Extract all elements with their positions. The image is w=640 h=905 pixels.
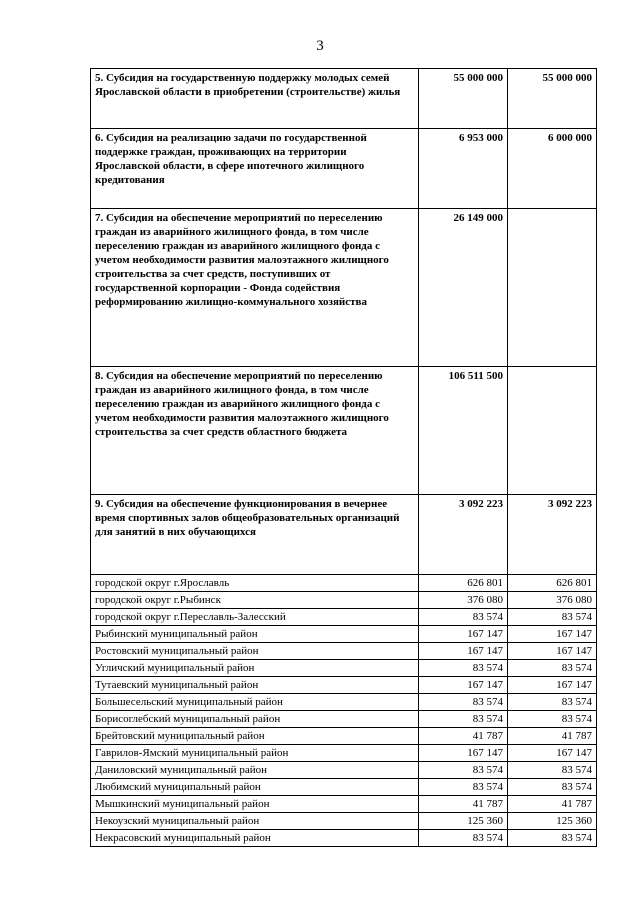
district-name: Тутаевский муниципальный район xyxy=(91,677,419,694)
section-row xyxy=(91,69,597,129)
district-value-1: 376 080 xyxy=(419,592,508,609)
district-value-2: 83 574 xyxy=(508,694,597,711)
district-row xyxy=(91,626,597,643)
district-value-1: 83 574 xyxy=(419,694,508,711)
district-name: Мышкинский муниципальный район xyxy=(91,796,419,813)
district-value-1: 167 147 xyxy=(419,643,508,660)
district-value-1: 167 147 xyxy=(419,745,508,762)
district-name: Любимский муниципальный район xyxy=(91,779,419,796)
section-value-1: 106 511 500 xyxy=(419,367,508,495)
page-number: 3 xyxy=(316,38,324,54)
district-row xyxy=(91,728,597,745)
district-row xyxy=(91,745,597,762)
district-value-2: 41 787 xyxy=(508,728,597,745)
section-value-2 xyxy=(508,209,597,367)
district-name: городской округ г.Ярославль xyxy=(91,575,419,592)
section-value-2: 6 000 000 xyxy=(508,129,597,209)
section-title: 6. Субсидия на реализацию задачи по государственной поддержке граждан, проживающих на территории Ярославской области, в сфере ипотечного жилищного кредитования xyxy=(91,129,419,209)
district-value-1: 83 574 xyxy=(419,660,508,677)
section-value-1: 6 953 000 xyxy=(419,129,508,209)
district-name: городской округ г.Рыбинск xyxy=(91,592,419,609)
district-value-2: 125 360 xyxy=(508,813,597,830)
section-title: 7. Субсидия на обеспечение мероприятий по переселению граждан из аварийного жилищного фонда, в том числе переселению граждан из аварийного жилищного фонда с учетом необходимости развития малоэтажного жилищного строительства за счет средств, поступивших от государственной корпорации - Фонда содействия реформированию жилищно-коммунального хозяйства xyxy=(91,209,419,367)
section-value-2 xyxy=(508,367,597,495)
district-value-2: 167 147 xyxy=(508,626,597,643)
district-row xyxy=(91,694,597,711)
district-value-2: 83 574 xyxy=(508,830,597,847)
district-name: Угличский муниципальный район xyxy=(91,660,419,677)
section-title: 8. Субсидия на обеспечение мероприятий по переселению граждан из аварийного жилищного фонда, в том числе переселению граждан из аварийного жилищного фонда с учетом необходимости развития малоэтажного жилищного строительства за счет средств областного бюджета xyxy=(91,367,419,495)
district-row xyxy=(91,660,597,677)
district-value-1: 83 574 xyxy=(419,779,508,796)
section-value-1: 55 000 000 xyxy=(419,69,508,129)
district-value-1: 167 147 xyxy=(419,677,508,694)
district-row xyxy=(91,762,597,779)
district-value-1: 83 574 xyxy=(419,711,508,728)
section-row xyxy=(91,495,597,575)
district-row xyxy=(91,830,597,847)
district-name: Брейтовский муниципальный район xyxy=(91,728,419,745)
district-row xyxy=(91,592,597,609)
district-value-1: 125 360 xyxy=(419,813,508,830)
district-value-1: 626 801 xyxy=(419,575,508,592)
section-title: 9. Субсидия на обеспечение функционирования в вечернее время спортивных залов общеобразовательных организаций для занятий в них обучающихся xyxy=(91,495,419,575)
section-row xyxy=(91,209,597,367)
district-name: Гаврилов-Ямский муниципальный район xyxy=(91,745,419,762)
district-value-1: 41 787 xyxy=(419,728,508,745)
district-row xyxy=(91,779,597,796)
district-row xyxy=(91,643,597,660)
district-row xyxy=(91,813,597,830)
district-name: Большесельский муниципальный район xyxy=(91,694,419,711)
district-value-2: 167 147 xyxy=(508,745,597,762)
section-row xyxy=(91,367,597,495)
district-name: Даниловский муниципальный район xyxy=(91,762,419,779)
district-value-2: 83 574 xyxy=(508,609,597,626)
district-row xyxy=(91,609,597,626)
district-name: Некрасовский муниципальный район xyxy=(91,830,419,847)
district-row xyxy=(91,711,597,728)
district-value-2: 167 147 xyxy=(508,677,597,694)
subsidy-table xyxy=(90,68,597,847)
district-name: Некоузский муниципальный район xyxy=(91,813,419,830)
district-value-2: 83 574 xyxy=(508,711,597,728)
district-name: Борисоглебский муниципальный район xyxy=(91,711,419,728)
district-value-2: 83 574 xyxy=(508,762,597,779)
district-value-2: 376 080 xyxy=(508,592,597,609)
section-title: 5. Субсидия на государственную поддержку молодых семей Ярославской области в приобретении (строительстве) жилья xyxy=(91,69,419,129)
district-name: городской округ г.Переславль-Залесский xyxy=(91,609,419,626)
district-value-1: 83 574 xyxy=(419,609,508,626)
section-value-1: 3 092 223 xyxy=(419,495,508,575)
section-value-1: 26 149 000 xyxy=(419,209,508,367)
district-row xyxy=(91,575,597,592)
district-value-2: 626 801 xyxy=(508,575,597,592)
district-row xyxy=(91,796,597,813)
section-value-2: 55 000 000 xyxy=(508,69,597,129)
district-value-2: 167 147 xyxy=(508,643,597,660)
section-value-2: 3 092 223 xyxy=(508,495,597,575)
district-value-2: 83 574 xyxy=(508,660,597,677)
district-value-2: 83 574 xyxy=(508,779,597,796)
district-value-1: 41 787 xyxy=(419,796,508,813)
district-row xyxy=(91,677,597,694)
district-value-1: 167 147 xyxy=(419,626,508,643)
district-name: Ростовский муниципальный район xyxy=(91,643,419,660)
section-row xyxy=(91,129,597,209)
district-value-1: 83 574 xyxy=(419,830,508,847)
district-value-2: 41 787 xyxy=(508,796,597,813)
district-value-1: 83 574 xyxy=(419,762,508,779)
district-name: Рыбинский муниципальный район xyxy=(91,626,419,643)
